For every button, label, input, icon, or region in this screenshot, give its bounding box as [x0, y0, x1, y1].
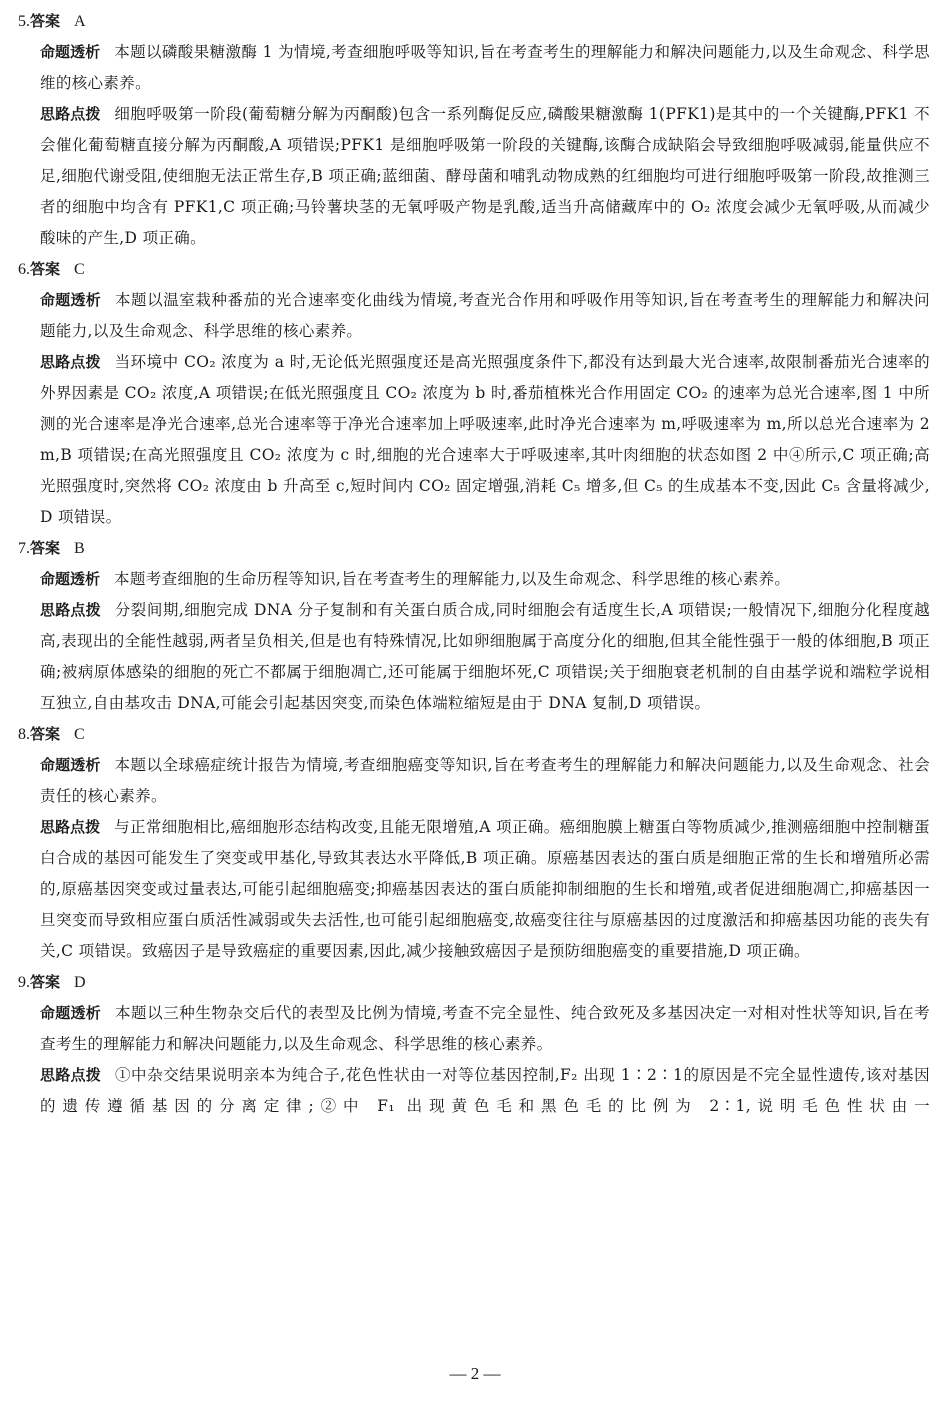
question-number: 8. — [18, 726, 30, 743]
answer-label: 答案 — [30, 260, 61, 278]
analysis-label: 命题透析 — [40, 43, 101, 61]
solution-label: 思路点拨 — [40, 1066, 101, 1084]
analysis-text: 本题以温室栽种番茄的光合速率变化曲线为情境,考查光合作用和呼吸作用等知识,旨在考查考生的理解能力和解决问题能力,以及生命观念、科学思维的核心素养。 — [40, 291, 930, 340]
solution-paragraph — [40, 1060, 930, 1122]
analysis-paragraph — [40, 564, 930, 595]
solution-label: 思路点拨 — [40, 353, 101, 371]
question-5 — [0, 6, 950, 254]
answer-value: A — [74, 13, 86, 30]
analysis-paragraph — [40, 285, 930, 347]
question-header — [18, 719, 950, 750]
question-header — [18, 967, 950, 998]
solution-paragraph — [40, 595, 930, 719]
analysis-text: 本题以磷酸果糖激酶 1 为情境,考查细胞呼吸等知识,旨在考查考生的理解能力和解决问题能力,以及生命观念、科学思维的核心素养。 — [40, 43, 930, 92]
analysis-label: 命题透析 — [40, 756, 101, 774]
question-header — [18, 254, 950, 285]
answer-label: 答案 — [30, 539, 61, 557]
analysis-label: 命题透析 — [40, 291, 101, 309]
solution-text: 分裂间期,细胞完成 DNA 分子复制和有关蛋白质合成,同时细胞会有适度生长,A 项错误;一般情况下,细胞分化程度越高,表现出的全能性越弱,两者呈负相关,但是也有特殊情况,比如卵细胞属于高度分化的细胞,但其全能性强于一般的体细胞,B 项正确;被病原体感染的细胞的死亡不都属于细胞凋亡,还可能属于细胞坏死,C 项错误;关于细胞衰老机制的自由基学说和端粒学说相互独立,自由基攻击 DNA,可能会引起基因突变,而染色体端粒缩短是由于 DNA 复制,D 项错误。 — [40, 601, 930, 712]
analysis-label: 命题透析 — [40, 1004, 101, 1022]
answer-value: D — [74, 974, 86, 991]
solution-text: 细胞呼吸第一阶段(葡萄糖分解为丙酮酸)包含一系列酶促反应,磷酸果糖激酶 1(PFK1)是其中的一个关键酶,PFK1 不会催化葡萄糖直接分解为丙酮酸,A 项错误;PFK1 是细胞呼吸第一阶段的关键酶,该酶合成缺陷会导致细胞呼吸减弱,能量供应不足,细胞代谢受阻,使细胞无法正常生存,B 项正确;蓝细菌、酵母菌和哺乳动物成熟的红细胞均可进行细胞呼吸第一阶段,故推测三者的细胞中均含有 PFK1,C 项正确;马铃薯块茎的无氧呼吸产物是乳酸,适当升高储藏库中的 O₂ 浓度会减少无氧呼吸,从而减少酸味的产生,D 项正确。 — [40, 105, 930, 247]
question-7 — [0, 533, 950, 719]
answer-label: 答案 — [30, 973, 61, 991]
analysis-paragraph — [40, 750, 930, 812]
solution-paragraph — [40, 812, 930, 967]
solution-label: 思路点拨 — [40, 818, 101, 836]
solution-label: 思路点拨 — [40, 601, 101, 619]
question-8 — [0, 719, 950, 967]
analysis-text: 本题考查细胞的生命历程等知识,旨在考查考生的理解能力,以及生命观念、科学思维的核心素养。 — [114, 570, 791, 588]
solution-text: ①中杂交结果说明亲本为纯合子,花色性状由一对等位基因控制,F₂ 出现 1∶2∶1的原因是不完全显性遗传,该对基因的遗传遵循基因的分离定律;②中 F₁ 出现黄色毛和黑色毛的比例为 2∶1,说明毛色性状由一 — [40, 1066, 930, 1115]
answer-label: 答案 — [30, 12, 61, 30]
analysis-text: 本题以全球癌症统计报告为情境,考查细胞癌变等知识,旨在考查考生的理解能力和解决问题能力,以及生命观念、社会责任的核心素养。 — [40, 756, 930, 805]
question-number: 9. — [18, 974, 30, 991]
answer-label: 答案 — [30, 725, 61, 743]
question-number: 6. — [18, 261, 30, 278]
answer-value: C — [74, 726, 85, 743]
answer-value: B — [74, 540, 85, 557]
question-header — [18, 533, 950, 564]
analysis-paragraph — [40, 998, 930, 1060]
analysis-text: 本题以三种生物杂交后代的表型及比例为情境,考查不完全显性、纯合致死及多基因决定一对相对性状等知识,旨在考查考生的理解能力和解决问题能力,以及生命观念、科学思维的核心素养。 — [40, 1004, 930, 1053]
page-number: — 2 — — [449, 1364, 501, 1383]
question-number: 7. — [18, 540, 30, 557]
solution-label: 思路点拨 — [40, 105, 101, 123]
question-header — [18, 6, 950, 37]
solution-text: 当环境中 CO₂ 浓度为 a 时,无论低光照强度还是高光照强度条件下,都没有达到最大光合速率,故限制番茄光合速率的外界因素是 CO₂ 浓度,A 项错误;在低光照强度且 CO₂ 浓度为 b 时,番茄植株光合作用固定 CO₂ 的速率为总光合速率,图 1 中所测的光合速率是净光合速率,总光合速率等于净光合速率加上呼吸速率,此时净光合速率为 m,呼吸速率为 m,所以总光合速率为 2m,B 项错误;在高光照强度且 CO₂ 浓度为 c 时,细胞的光合速率大于呼吸速率,其叶肉细胞的状态如图 2 中④所示,C 项正确;高光照强度时,突然将 CO₂ 浓度由 b 升高至 c,短时间内 CO₂ 固定增强,消耗 C₅ 增多,但 C₅ 的生成基本不变,因此 C₅ 含量将减少,D 项错误。 — [40, 353, 930, 526]
question-9 — [0, 967, 950, 1122]
analysis-label: 命题透析 — [40, 570, 101, 588]
question-number: 5. — [18, 13, 30, 30]
answer-value: C — [74, 261, 85, 278]
solution-paragraph — [40, 347, 930, 533]
solution-paragraph — [40, 99, 930, 254]
solution-text: 与正常细胞相比,癌细胞形态结构改变,且能无限增殖,A 项正确。癌细胞膜上糖蛋白等物质减少,推测癌细胞中控制糖蛋白合成的基因可能发生了突变或甲基化,导致其表达水平降低,B 项正确。原癌基因表达的蛋白质是细胞正常的生长和增殖所必需的,原癌基因突变或过量表达,可能引起细胞癌变;抑癌基因表达的蛋白质能抑制细胞的生长和增殖,或者促进细胞凋亡,抑癌基因一旦突变而导致相应蛋白质活性减弱或失去活性,也可能引起细胞癌变,故癌变往往与原癌基因的过度激活和抑癌基因功能的丧失有关,C 项错误。致癌因子是导致癌症的重要因素,因此,减少接触致癌因子是预防细胞癌变的重要措施,D 项正确。 — [40, 818, 930, 960]
question-6 — [0, 254, 950, 533]
analysis-paragraph — [40, 37, 930, 99]
